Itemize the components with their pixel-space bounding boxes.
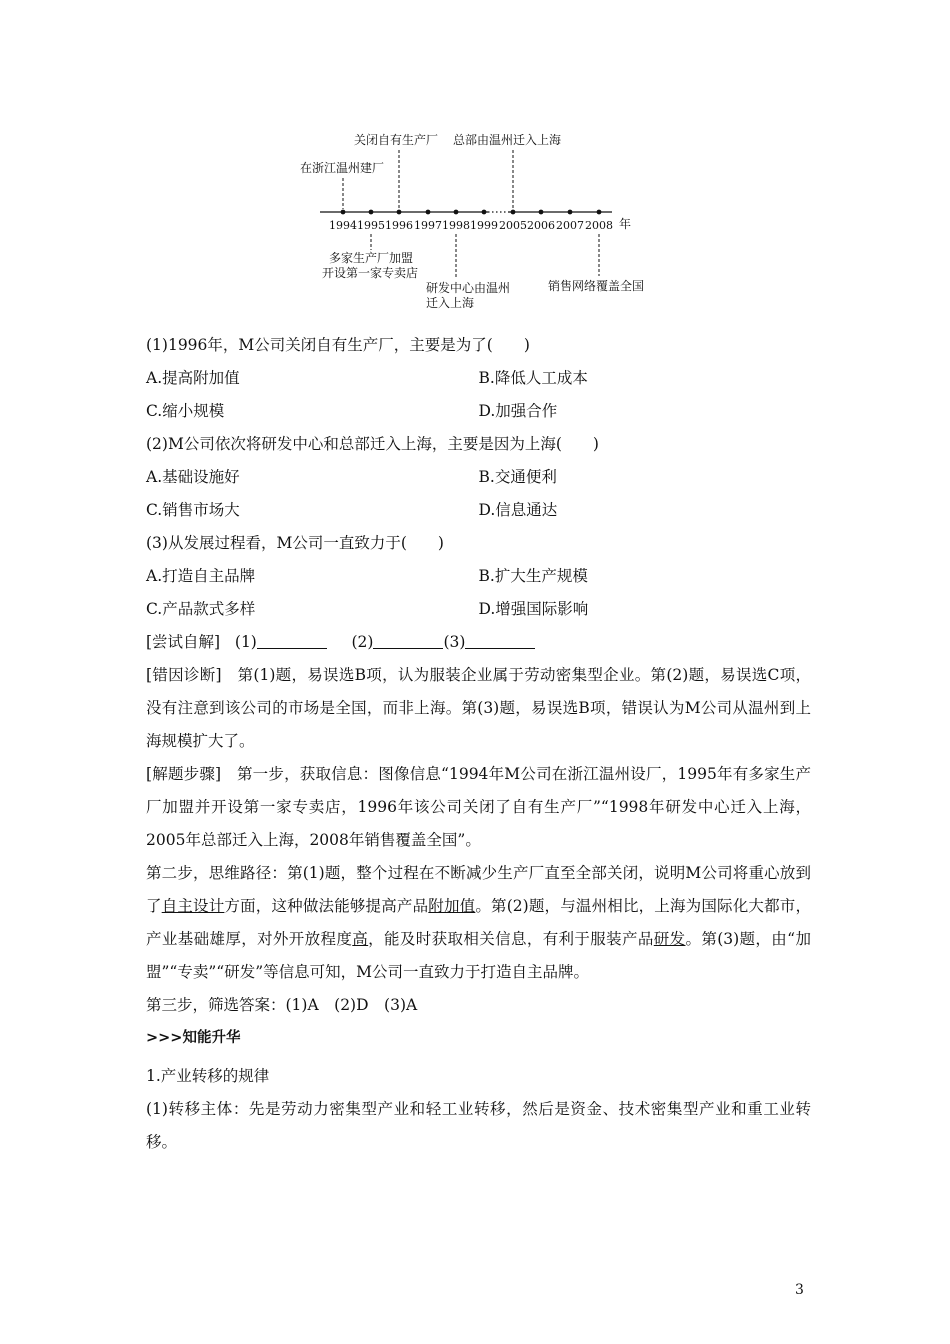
timeline-dot-1998 (454, 210, 459, 215)
page-number: 3 (795, 1282, 804, 1298)
try-solve-line (146, 626, 811, 659)
section-title: >>>知能升华 (146, 1030, 241, 1046)
timeline-dot-1996 (397, 210, 402, 215)
step-2-underline-1: 自主设计 (161, 897, 225, 915)
solution-step-1: [解题步骤] 第一步，获取信息：图像信息“1994年M公司在浙江温州设厂，1995年有多家生产厂加盟并开设第一家专卖店，1996年该公司关闭了自有生产厂”“1998年研发中心迁入上海，2005年总部迁入上海，2008年销售覆盖全国”。 (146, 765, 811, 849)
timeline-year-1999: 1999 (470, 219, 498, 232)
event-label-1995-line2: 开设第一家专卖店 (322, 266, 419, 280)
try-solve-label: [尝试自解] (146, 633, 221, 651)
timeline-year-2006: 2006 (527, 219, 555, 232)
question-3-option-a: A.打造自主品牌 (146, 567, 256, 585)
step-2-text-a: 第二步，思维路径：第(1)题，整个过程在不断减少生产厂直至全部关闭，说明M公司将重心放到了 (146, 864, 811, 915)
answer-blank-1 (257, 632, 327, 649)
solution-step-3: 第三步，筛选答案：(1)A (2)D (3)A (146, 996, 418, 1014)
question-2-option-d: D.信息通达 (478, 501, 558, 519)
timeline-year-2005: 2005 (499, 219, 527, 232)
try-solve-1-label: (1) (234, 633, 257, 651)
question-2-option-c: C.销售市场大 (146, 501, 240, 519)
step-2-text-c: 。第(2)题，与温州相比，上海为国际化大都市，产业基础雄厚，对外开放程度 (146, 897, 811, 948)
step-2-text-e: 。第(3)题，由“加盟”“专卖”“研发”等信息可知，M公司一直致力于打造自主品牌。 (146, 930, 811, 981)
timeline-dot-2006 (539, 210, 544, 215)
question-3-stem: (3)从发展过程看，M公司一直致力于( ) (146, 534, 444, 552)
step-2-underline-4: 研发 (653, 930, 686, 948)
event-label-2005: 总部由温州迁入上海 (453, 133, 562, 147)
step-2-underline-3: 高 (352, 930, 369, 948)
question-1-option-c: C.缩小规模 (146, 402, 225, 420)
try-solve-2-label: (2) (351, 633, 374, 651)
question-2-stem: (2)M公司依次将研发中心和总部迁入上海，主要是因为上海( ) (146, 435, 599, 453)
timeline-year-2008: 2008 (585, 219, 613, 232)
timeline-year-1998: 1998 (442, 219, 470, 232)
step-2-text-b: 方面，这种做法能够提高产品 (224, 897, 429, 915)
event-label-1998-line1: 研发中心由温州 (426, 281, 511, 295)
event-label-2008: 销售网络覆盖全国 (548, 279, 645, 293)
timeline-dot-1994 (341, 210, 346, 215)
event-label-1998-line2: 迁入上海 (426, 296, 475, 310)
question-2-options-row-2 (146, 494, 811, 527)
timeline-dot-1999 (482, 210, 487, 215)
event-label-1995-line1: 多家生产厂加盟 (329, 251, 414, 265)
timeline-year-1995: 1995 (357, 219, 385, 232)
document-body (146, 329, 811, 1159)
timeline-figure (0, 0, 950, 330)
step-2-underline-2: 附加值 (428, 897, 476, 915)
event-label-1994: 在浙江温州建厂 (300, 161, 385, 175)
timeline-dot-2008 (597, 210, 602, 215)
question-3-option-d: D.增强国际影响 (478, 600, 589, 618)
question-3-options-row-2 (146, 593, 811, 626)
solution-step-2 (146, 857, 811, 989)
law-item-1: (1)转移主体：先是劳动力密集型产业和轻工业转移，然后是资金、技术密集型产业和重工业转移。 (146, 1100, 811, 1151)
timeline-year-1994: 1994 (329, 219, 357, 232)
timeline-dot-2007 (568, 210, 573, 215)
question-2-option-b: B.交通便利 (478, 468, 557, 486)
question-1-options-row-2 (146, 395, 811, 428)
question-1-stem: (1)1996年，M公司关闭自有生产厂，主要是为了( ) (146, 336, 530, 354)
question-1-option-b: B.降低人工成本 (478, 369, 588, 387)
question-1-options-row-1 (146, 362, 811, 395)
timeline-unit: 年 (619, 217, 632, 231)
question-2-options-row-1 (146, 461, 811, 494)
timeline-dot-2005 (511, 210, 516, 215)
question-1-option-d: D.加强合作 (478, 402, 558, 420)
question-3-options-row-1 (146, 560, 811, 593)
timeline-year-1997: 1997 (414, 219, 442, 232)
event-label-1996: 关闭自有生产厂 (354, 133, 439, 147)
timeline-dot-1997 (426, 210, 431, 215)
error-diagnosis: [错因诊断] 第(1)题，易误选B项，认为服装企业属于劳动密集型企业。第(2)题，易误选C项，没有注意到该公司的市场是全国，而非上海。第(3)题，易误选B项，错误认为M公司从温州到上海规模扩大了。 (146, 666, 811, 750)
answer-blank-2 (373, 632, 443, 649)
try-solve-3-label: (3) (443, 633, 466, 651)
answer-blank-3 (465, 632, 535, 649)
question-2-option-a: A.基础设施好 (146, 468, 240, 486)
question-3-option-b: B.扩大生产规模 (478, 567, 588, 585)
question-1-option-a: A.提高附加值 (146, 369, 240, 387)
law-title: 1.产业转移的规律 (146, 1067, 270, 1085)
step-2-text-d: ，能及时获取相关信息，有利于服装产品 (368, 930, 654, 948)
timeline-dot-1995 (369, 210, 374, 215)
timeline-year-2007: 2007 (556, 219, 584, 232)
timeline-year-1996: 1996 (385, 219, 413, 232)
question-3-option-c: C.产品款式多样 (146, 600, 256, 618)
